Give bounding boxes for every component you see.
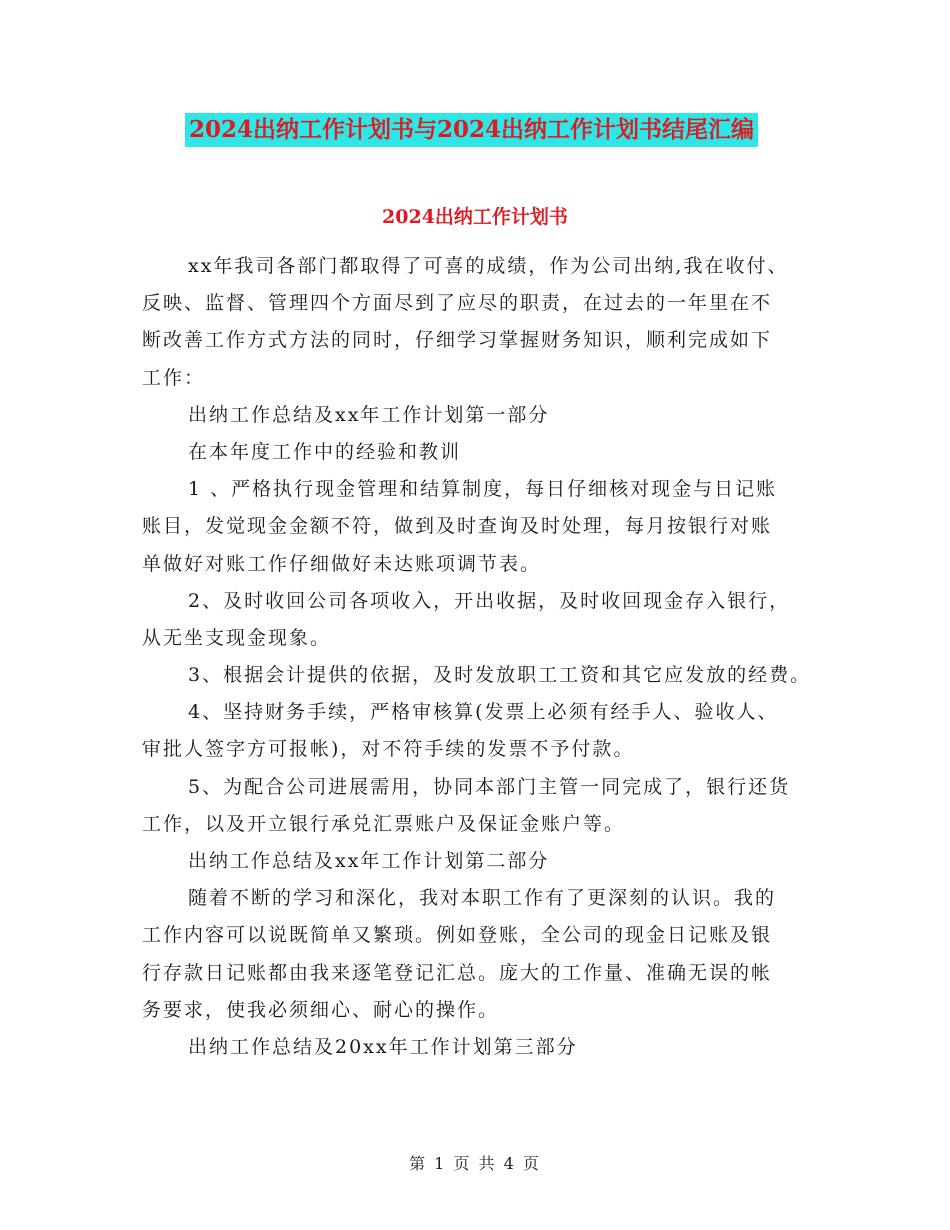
body-line: 从无坐支现金现象。 (142, 626, 332, 649)
body-line: 单做好对账工作仔细做好未达账项调节表。 (142, 552, 542, 575)
document-title: 2024出纳工作计划书与2024出纳工作计划书结尾汇编 (185, 113, 758, 147)
page-number: 第 1 页 共 4 页 (409, 1154, 541, 1173)
body-line: 1 、严格执行现金管理和结算制度，每日仔细核对现金与日记账 (188, 478, 778, 501)
body-line: 工作： (142, 366, 206, 389)
body-line: 在本年度工作中的经验和教训 (188, 440, 462, 463)
body-line: 工作内容可以说既简单又繁琐。例如登账，全公司的现金日记账及银 (142, 924, 773, 947)
body-line: 出纳工作总结及xx年工作计划第一部分 (188, 403, 550, 426)
body-line: xx年我司各部门都取得了可喜的成绩，作为公司出纳,我在收付、 (188, 255, 789, 277)
body-line: 出纳工作总结及20xx年工作计划第三部分 (188, 1035, 578, 1058)
body-line: 2、及时收回公司各项收入，开出收据，及时收回现金存入银行， (188, 589, 791, 612)
body-line: 审批人签字方可报帐)，对不符手续的发票不予付款。 (142, 738, 635, 761)
body-line: 账目，发觉现金金额不符，做到及时查询及时处理，每月按银行对账 (142, 515, 773, 538)
section-title: 2024出纳工作计划书 (382, 206, 568, 228)
body-line: 随着不断的学习和深化，我对本职工作有了更深刻的认识。我的 (188, 887, 777, 910)
body-line: 3、根据会计提供的依据，及时发放职工工资和其它应发放的经费。 (188, 664, 812, 687)
body-line: 务要求，使我必须细心、耐心的操作。 (142, 998, 500, 1021)
body-line: 工作，以及开立银行承兑汇票账户及保证金账户等。 (142, 812, 626, 835)
body-line: 出纳工作总结及xx年工作计划第二部分 (188, 850, 550, 872)
document-body (142, 248, 832, 1066)
body-line: 反映、监督、管理四个方面尽到了应尽的职责，在过去的一年里在不 (142, 292, 773, 315)
body-line: 5、为配合公司进展需用，协同本部门主管一同完成了，银行还货 (188, 775, 791, 798)
body-line: 行存款日记账都由我来逐笔登记汇总。庞大的工作量、准确无误的帐 (142, 961, 773, 984)
body-line: 断改善工作方式方法的同时，仔细学习掌握财务知识，顺利完成如下 (142, 329, 773, 352)
body-line: 4、坚持财务手续，严格审核算(发票上必须有经手人、验收人、 (188, 701, 779, 724)
